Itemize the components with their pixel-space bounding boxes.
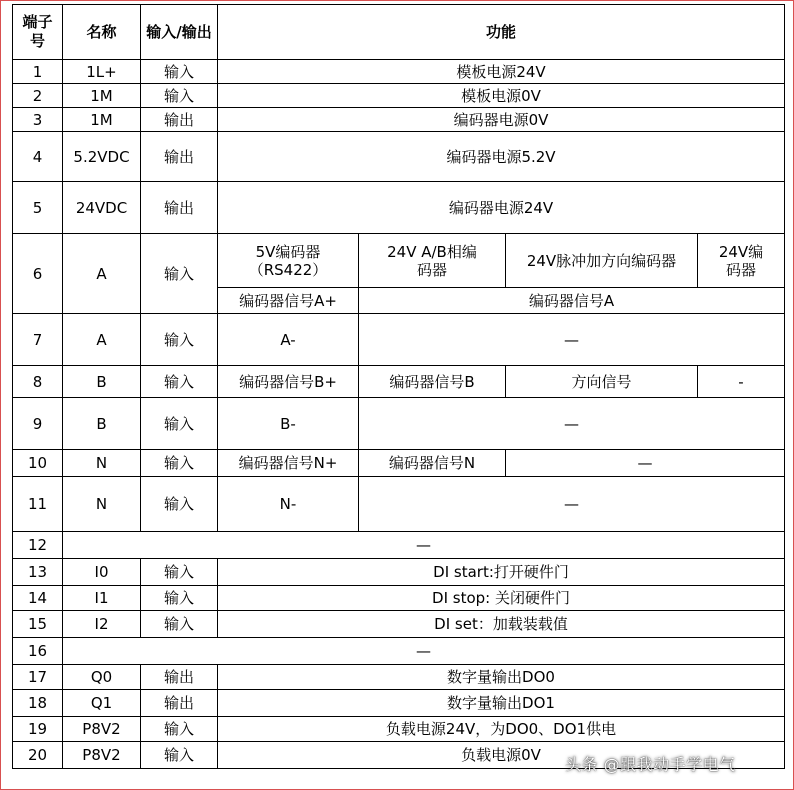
name-cell: Q1	[63, 690, 141, 717]
name-cell: B	[63, 366, 141, 398]
signal-cell-rest: —	[506, 450, 785, 477]
name-cell: 1M	[63, 84, 141, 108]
name-cell: 24VDC	[63, 182, 141, 234]
io-cell: 输入	[141, 314, 218, 366]
io-cell: 输出	[141, 132, 218, 182]
function-cell: 数字量输出DO1	[218, 690, 785, 717]
terminal-no-cell: 12	[13, 532, 63, 559]
name-cell: P8V2	[63, 742, 141, 769]
table-row	[13, 314, 785, 366]
io-cell: 输入	[141, 398, 218, 450]
terminal-no-cell: 5	[13, 182, 63, 234]
function-cell: 编码器电源5.2V	[218, 132, 785, 182]
signal-cell-5v: N-	[218, 477, 359, 532]
function-cell: 模板电源24V	[218, 60, 785, 84]
encoder-type-24v: 24V编码器	[698, 234, 785, 288]
io-cell: 输入	[141, 717, 218, 742]
name-cell: 1M	[63, 108, 141, 132]
terminal-no-cell: 14	[13, 586, 63, 611]
io-cell: 输入	[141, 60, 218, 84]
table-row	[13, 132, 785, 182]
io-cell: 输入	[141, 234, 218, 314]
header-io: 输入/输出	[141, 5, 218, 60]
encoder-type-5v-rs422: 5V编码器（RS422）	[218, 234, 359, 288]
table-row	[13, 665, 785, 690]
name-cell: I0	[63, 559, 141, 586]
terminal-table	[12, 4, 785, 769]
signal-cell-pulse-dir: 方向信号	[506, 366, 698, 398]
terminal-no-cell: 3	[13, 108, 63, 132]
terminal-no-cell: 15	[13, 611, 63, 638]
name-cell: 1L+	[63, 60, 141, 84]
table-row	[13, 84, 785, 108]
signal-cell-24v: -	[698, 366, 785, 398]
function-cell: 数字量输出DO0	[218, 665, 785, 690]
signal-cell-24v: —	[359, 314, 785, 366]
io-cell: 输出	[141, 690, 218, 717]
table-row	[13, 234, 785, 288]
table-row	[13, 559, 785, 586]
name-cell: A	[63, 234, 141, 314]
name-cell: A	[63, 314, 141, 366]
encoder-type-24v-pulse-dir: 24V脉冲加方向编码器	[506, 234, 698, 288]
function-cell: DI stop: 关闭硬件门	[218, 586, 785, 611]
io-cell: 输入	[141, 477, 218, 532]
io-cell: 输入	[141, 450, 218, 477]
table-row	[13, 532, 785, 559]
terminal-no-cell: 9	[13, 398, 63, 450]
terminal-no-cell: 19	[13, 717, 63, 742]
header-terminal-no: 端子号	[13, 5, 63, 60]
function-cell: 模板电源0V	[218, 84, 785, 108]
function-cell: 编码器电源24V	[218, 182, 785, 234]
signal-cell-24v: 编码器信号A	[359, 288, 785, 314]
name-cell: 5.2VDC	[63, 132, 141, 182]
io-cell: 输入	[141, 611, 218, 638]
function-cell: DI start:打开硬件门	[218, 559, 785, 586]
table-row	[13, 366, 785, 398]
name-cell: I1	[63, 586, 141, 611]
function-cell: 负载电源0V	[218, 742, 785, 769]
terminal-no-cell: 18	[13, 690, 63, 717]
name-cell: Q0	[63, 665, 141, 690]
io-cell: 输入	[141, 742, 218, 769]
table-row	[13, 690, 785, 717]
io-cell: 输入	[141, 559, 218, 586]
signal-cell-5v: A-	[218, 314, 359, 366]
merged-cell: —	[63, 638, 785, 665]
signal-cell-5v: 编码器信号N+	[218, 450, 359, 477]
io-cell: 输出	[141, 182, 218, 234]
merged-cell: —	[63, 532, 785, 559]
signal-cell-24v: —	[359, 398, 785, 450]
name-cell: P8V2	[63, 717, 141, 742]
header-row	[13, 5, 785, 60]
encoder-type-24v-ab: 24V A/B相编码器	[359, 234, 506, 288]
function-cell: 负载电源24V，为DO0、DO1供电	[218, 717, 785, 742]
table-row	[13, 108, 785, 132]
terminal-no-cell: 8	[13, 366, 63, 398]
io-cell: 输出	[141, 665, 218, 690]
name-cell: N	[63, 477, 141, 532]
terminal-no-cell: 11	[13, 477, 63, 532]
name-cell: N	[63, 450, 141, 477]
table-row	[13, 586, 785, 611]
header-function: 功能	[218, 5, 785, 60]
terminal-no-cell: 4	[13, 132, 63, 182]
terminal-no-cell: 6	[13, 234, 63, 314]
table-row	[13, 398, 785, 450]
signal-cell-5v: 编码器信号A+	[218, 288, 359, 314]
table-row	[13, 477, 785, 532]
io-cell: 输入	[141, 586, 218, 611]
terminal-no-cell: 13	[13, 559, 63, 586]
terminal-no-cell: 7	[13, 314, 63, 366]
io-cell: 输出	[141, 108, 218, 132]
io-cell: 输入	[141, 84, 218, 108]
header-name: 名称	[63, 5, 141, 60]
terminal-no-cell: 10	[13, 450, 63, 477]
signal-cell-5v: 编码器信号B+	[218, 366, 359, 398]
terminal-no-cell: 16	[13, 638, 63, 665]
table-row	[13, 182, 785, 234]
name-cell: I2	[63, 611, 141, 638]
table-row	[13, 638, 785, 665]
terminal-no-cell: 20	[13, 742, 63, 769]
table-row	[13, 717, 785, 742]
watermark-text: 头条 @跟我动手学电气	[565, 755, 736, 774]
signal-cell-24v: —	[359, 477, 785, 532]
table-row	[13, 60, 785, 84]
terminal-no-cell: 2	[13, 84, 63, 108]
io-cell: 输入	[141, 366, 218, 398]
signal-cell-5v: B-	[218, 398, 359, 450]
terminal-no-cell: 17	[13, 665, 63, 690]
signal-cell-24v-ab: 编码器信号N	[359, 450, 506, 477]
terminal-no-cell: 1	[13, 60, 63, 84]
function-cell: 编码器电源0V	[218, 108, 785, 132]
table-row	[13, 450, 785, 477]
signal-cell-24v-ab: 编码器信号B	[359, 366, 506, 398]
name-cell: B	[63, 398, 141, 450]
function-cell: DI set：加载装载值	[218, 611, 785, 638]
table-row	[13, 611, 785, 638]
